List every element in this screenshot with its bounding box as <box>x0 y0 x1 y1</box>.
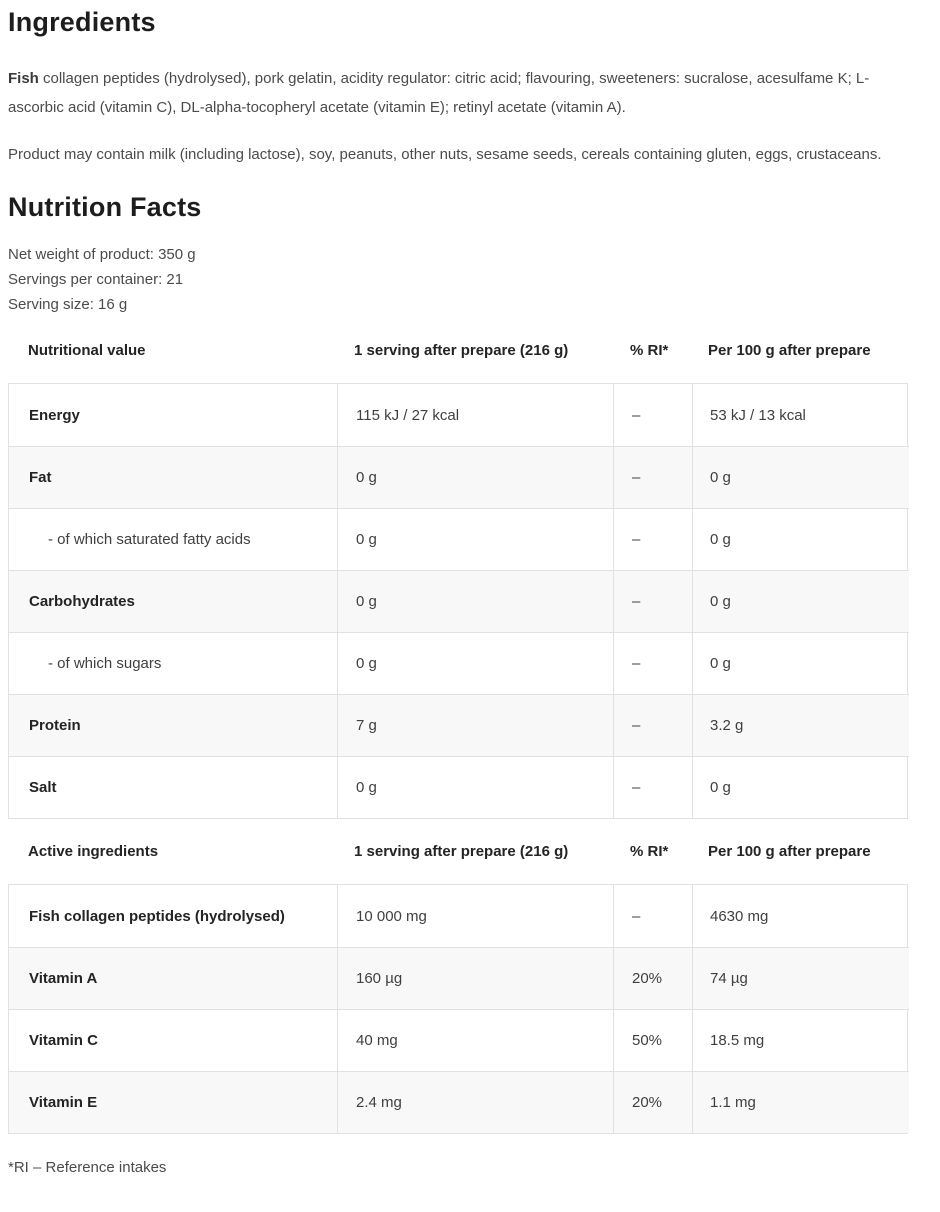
per100-value: 3.2 g <box>692 695 909 756</box>
nutrient-sublabel: - of which sugars <box>48 655 162 672</box>
reference-intakes-footnote: *RI – Reference intakes <box>8 1159 167 1176</box>
active-header-ri: % RI* <box>630 843 669 860</box>
nutrient-label: Salt <box>29 779 57 796</box>
nutrient-sublabel: - of which saturated fatty acids <box>48 531 251 548</box>
net-weight-line: Net weight of product: 350 g <box>8 246 196 263</box>
nutrition-facts-heading: Nutrition Facts <box>8 192 202 222</box>
ri-value: 20% <box>613 1072 692 1133</box>
active-header-label: Active ingredients <box>28 843 159 860</box>
ri-value: – <box>613 509 692 570</box>
nutrient-label: Energy <box>29 406 80 424</box>
per100-value: 74 µg <box>692 948 909 1009</box>
nutrition-table-header <box>8 342 908 360</box>
ingredients-lead-word: Fish <box>8 70 39 87</box>
table-row-vitamin-e <box>9 1071 909 1133</box>
serving-value: 2.4 mg <box>337 1072 613 1133</box>
table-row-collagen <box>9 885 909 947</box>
nutrient-label: Protein <box>29 717 81 734</box>
active-ingredients-table <box>8 884 908 1134</box>
nutrition-header-serving: 1 serving after prepare (216 g) <box>354 342 569 359</box>
nutrition-table <box>8 383 908 819</box>
table-row-vitamin-c <box>9 1009 909 1071</box>
serving-value: 115 kJ / 27 kcal <box>337 384 613 446</box>
serving-value: 7 g <box>337 695 613 756</box>
nutrient-label: Fat <box>29 469 52 486</box>
ri-value: – <box>613 885 692 947</box>
table-row-protein <box>9 694 909 756</box>
serving-value: 0 g <box>337 633 613 694</box>
table-row-energy <box>9 384 909 446</box>
nutrition-header-label: Nutritional value <box>28 342 146 359</box>
nutrient-label: Carbohydrates <box>29 593 135 610</box>
per100-value: 0 g <box>692 633 909 694</box>
serving-value: 10 000 mg <box>337 885 613 947</box>
ingredient-label: Vitamin A <box>29 970 98 987</box>
table-row-sugars <box>9 632 909 694</box>
ingredient-label: Vitamin C <box>29 1032 98 1049</box>
product-info-section <box>8 6 910 1177</box>
serving-value: 0 g <box>337 571 613 632</box>
ri-value: – <box>613 447 692 508</box>
table-row-salt <box>9 756 909 818</box>
serving-value: 0 g <box>337 447 613 508</box>
nutrition-header-ri: % RI* <box>630 342 669 359</box>
ingredient-label: Vitamin E <box>29 1094 98 1111</box>
per100-value: 0 g <box>692 447 909 508</box>
ingredient-label: Fish collagen peptides (hydrolysed) <box>29 907 285 925</box>
ri-value: – <box>613 571 692 632</box>
ingredients-text: collagen peptides (hydrolysed), pork gelatin, acidity regulator: citric acid; flavouring, sweeteners: sucralose, acesulfame K; L-ascorbic acid (vitamin C), DL-alpha-tocopheryl acetate (vitamin E); retinyl acetate (vitamin A). <box>8 70 870 116</box>
per100-value: 4630 mg <box>692 885 909 947</box>
per100-value: 1.1 mg <box>692 1072 909 1133</box>
ingredients-paragraph <box>8 64 910 122</box>
ri-value: – <box>613 757 692 818</box>
serving-value: 160 µg <box>337 948 613 1009</box>
ri-value: – <box>613 384 692 446</box>
ri-value: – <box>613 695 692 756</box>
serving-value: 0 g <box>337 757 613 818</box>
per100-value: 0 g <box>692 509 909 570</box>
servings-per-container-line: Servings per container: 21 <box>8 271 184 288</box>
per100-value: 18.5 mg <box>692 1010 909 1071</box>
table-row-vitamin-a <box>9 947 909 1009</box>
ingredients-heading: Ingredients <box>8 7 156 37</box>
table-row-carbohydrates <box>9 570 909 632</box>
ri-value: – <box>613 633 692 694</box>
serving-value: 0 g <box>337 509 613 570</box>
ri-value: 20% <box>613 948 692 1009</box>
serving-size-line: Serving size: 16 g <box>8 296 128 313</box>
nutrition-header-per100: Per 100 g after prepare <box>708 342 871 359</box>
active-table-header <box>8 843 908 861</box>
allergen-paragraph: Product may contain milk (including lactose), soy, peanuts, other nuts, sesame seeds, cereals containing gluten, eggs, crustaceans. <box>8 146 882 163</box>
active-header-per100: Per 100 g after prepare <box>708 843 871 860</box>
ri-value: 50% <box>613 1010 692 1071</box>
serving-value: 40 mg <box>337 1010 613 1071</box>
per100-value: 0 g <box>692 571 909 632</box>
table-row-saturated-fat <box>9 508 909 570</box>
active-header-serving: 1 serving after prepare (216 g) <box>354 843 569 860</box>
per100-value: 0 g <box>692 757 909 818</box>
serving-meta-block <box>8 247 910 312</box>
table-row-fat <box>9 446 909 508</box>
per100-value: 53 kJ / 13 kcal <box>692 384 909 446</box>
